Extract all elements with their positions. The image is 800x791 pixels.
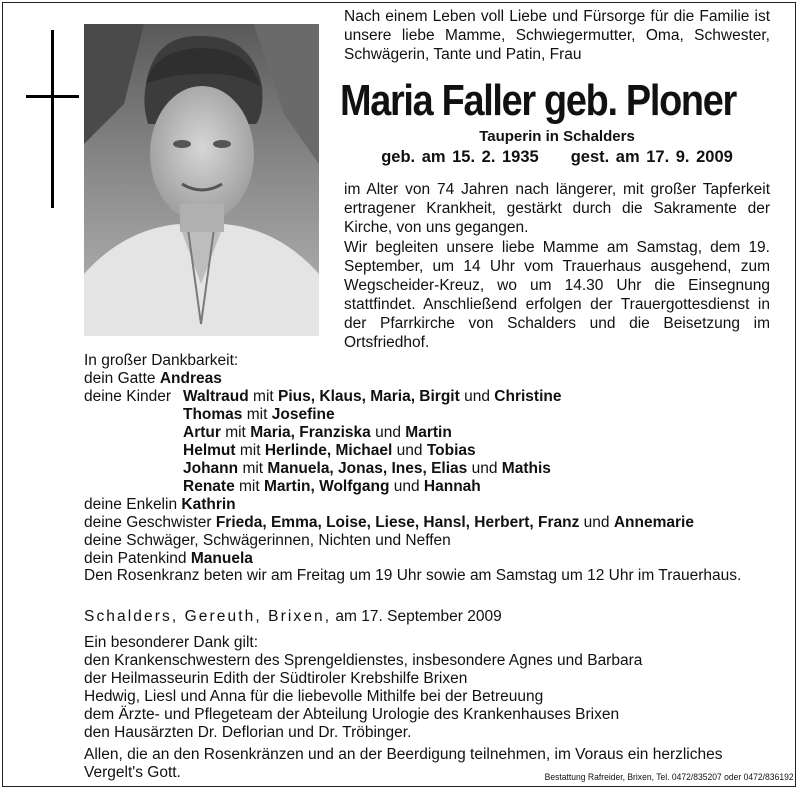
birth-date: geb. am 15. 2. 1935	[381, 148, 539, 166]
portrait-photo	[84, 24, 319, 336]
godchild-line: dein Patenkind Manuela	[84, 550, 253, 567]
cross-icon	[51, 30, 54, 208]
child-row: Johann mit Manuela, Jonas, Ines, Elias und Mathis	[183, 460, 551, 477]
husband-name: Andreas	[159, 370, 222, 387]
thanks-line: den Krankenschwestern des Sprengeldienstes, insbesondere Agnes und Barbara	[84, 652, 643, 669]
siblings-line: deine Geschwister Frieda, Emma, Loise, Liese, Hansl, Herbert, Franz und Annemarie	[84, 514, 694, 531]
rosary-notice: Den Rosenkranz beten wir am Freitag um 19 Uhr sowie am Samstag um 12 Uhr im Trauerhaus.	[84, 567, 742, 584]
intro-text: Nach einem Leben voll Liebe und Fürsorge für die Familie ist unsere liebe Mamme, Schwiegermutter, Oma, Schwester, Schwägerin, Tante und Patin, Frau	[344, 8, 770, 63]
gratitude-heading: In großer Dankbarkeit:	[84, 352, 239, 369]
age-paragraph: im Alter von 74 Jahren nach längerer, mit großer Tapferkeit ertragener Krankheit, gestärkt durch die Sakramente der Kirche, von uns gegangen.	[344, 181, 770, 236]
child-row: Artur mit Maria, Franziska und Martin	[183, 424, 452, 441]
in-laws-line: deine Schwäger, Schwägerinnen, Nichten und Neffen	[84, 532, 451, 549]
husband-line	[84, 370, 222, 388]
child-row: Thomas mit Josefine	[183, 406, 335, 423]
funeral-paragraph: Wir begleiten unsere liebe Mamme am Samstag, dem 19. September, um 14 Uhr vom Trauerhaus ausgehend, zum Wegscheider-Kreuz, wo um 14.30 Uhr die Einsegnung stattfindet. Anschließend erfolgen der Trauergottesdienst in der Pfarrkirche von Schalders und die Beisetzung im Ortsfriedhof.	[344, 239, 770, 351]
place-and-date: Schalders, Gereuth, Brixen, am 17. September 2009	[84, 608, 502, 625]
thanks-line: der Heilmasseurin Edith der Südtiroler Krebshilfe Brixen	[84, 670, 468, 687]
place-of-origin: Tauperin in Schalders	[479, 128, 635, 145]
child-row: Helmut mit Herlinde, Michael und Tobias	[183, 442, 476, 459]
child-row: Renate mit Martin, Wolfgang und Hannah	[183, 478, 481, 495]
husband-label: dein Gatte	[84, 370, 156, 387]
special-thanks	[84, 634, 774, 742]
life-dates	[344, 148, 770, 167]
child-row: Waltraud mit Pius, Klaus, Maria, Birgit und Christine	[183, 388, 562, 405]
deceased-name: Maria Faller geb. Ploner	[340, 76, 736, 125]
thanks-line: Hedwig, Liesl und Anna für die liebevolle Mithilfe bei der Betreuung	[84, 688, 544, 705]
grandchild-line: deine Enkelin Kathrin	[84, 496, 236, 513]
thanks-heading: Ein besonderer Dank gilt:	[84, 634, 259, 651]
thanks-line: den Hausärzten Dr. Deflorian und Dr. Tröbinger.	[84, 724, 412, 741]
funeral-home-credit: Bestattung Rafreider, Brixen, Tel. 0472/835207 oder 0472/836192	[545, 772, 794, 783]
closing-thanks: Allen, die an den Rosenkränzen und an der Beerdigung teilnehmen, im Voraus ein herzliches Vergelt's Gott.	[84, 746, 723, 781]
death-date: gest. am 17. 9. 2009	[570, 148, 733, 166]
thanks-line: dem Ärzte- und Pflegeteam der Abteilung Urologie des Krankenhauses Brixen	[84, 706, 620, 723]
children-label: deine Kinder	[84, 388, 172, 405]
cross-icon-bar	[26, 95, 79, 98]
